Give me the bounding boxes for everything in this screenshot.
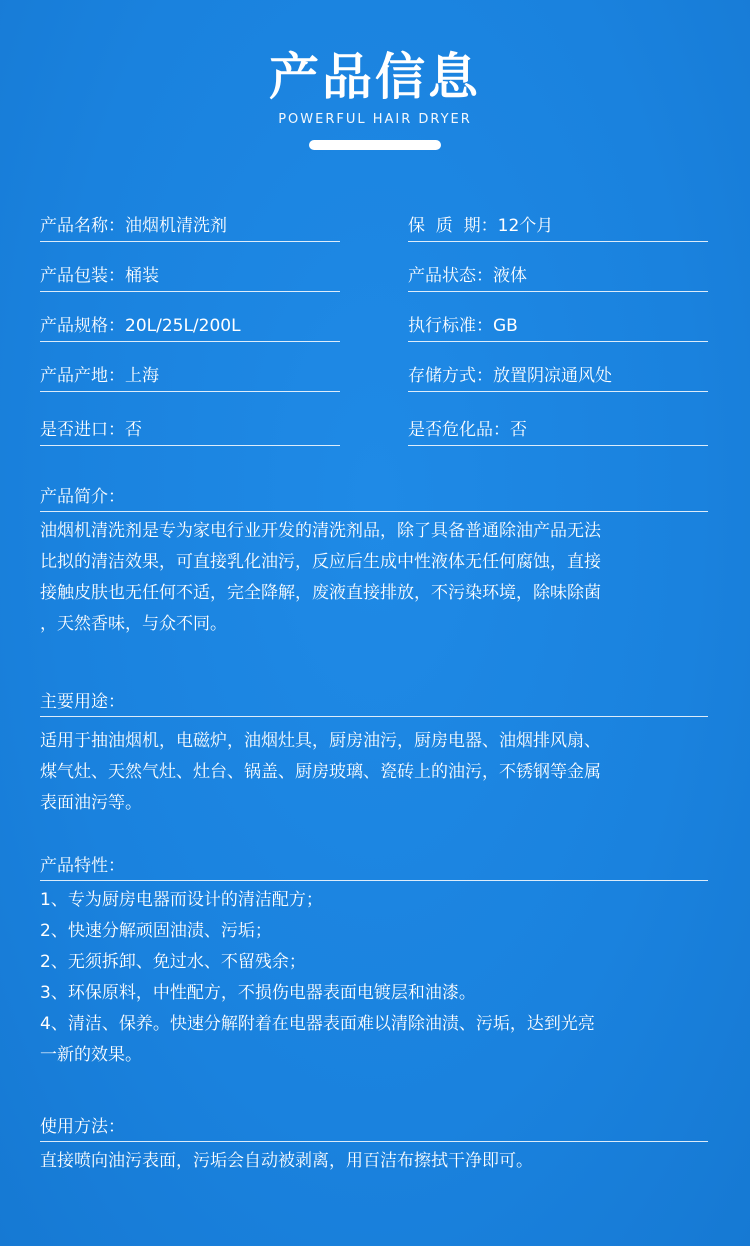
features-body bbox=[40, 885, 710, 1071]
spec-label: 保 质 期： bbox=[408, 216, 498, 236]
spec-value: 12个月 bbox=[497, 216, 554, 236]
spec-size bbox=[40, 311, 340, 342]
page-title: 产品信息 bbox=[269, 48, 481, 106]
usage-body bbox=[40, 726, 710, 819]
spec-standard bbox=[408, 311, 708, 342]
spec-hazardous bbox=[408, 415, 708, 446]
spec-imported bbox=[40, 415, 340, 446]
feature-line: 4、清洁、保养。快速分解附着在电器表面难以清除油渍、污垢，达到光亮 bbox=[40, 1014, 595, 1034]
spec-value: 桶装 bbox=[125, 266, 159, 286]
usage-line: 适用于抽油烟机，电磁炉，油烟灶具，厨房油污，厨房电器、油烟排风扇、 bbox=[40, 731, 601, 751]
spec-value: 上海 bbox=[125, 366, 159, 386]
intro-heading: 产品简介： bbox=[40, 483, 708, 512]
feature-line: 2、快速分解顽固油渍、污垢； bbox=[40, 921, 272, 941]
spec-storage bbox=[408, 361, 708, 392]
spec-label: 存储方式： bbox=[408, 366, 493, 386]
features-heading: 产品特性： bbox=[40, 852, 708, 881]
spec-value: 油烟机清洗剂 bbox=[125, 216, 227, 236]
spec-value: 否 bbox=[125, 420, 142, 440]
feature-line: 一新的效果。 bbox=[40, 1045, 142, 1065]
spec-value: GB bbox=[493, 316, 518, 336]
spec-label: 执行标准： bbox=[408, 316, 493, 336]
method-line: 直接喷向油污表面，污垢会自动被剥离，用百洁布擦拭干净即可。 bbox=[40, 1151, 533, 1171]
page-subtitle: POWERFUL HAIR DRYER bbox=[278, 112, 472, 127]
spec-label: 产品包装： bbox=[40, 266, 125, 286]
spec-label: 是否进口： bbox=[40, 420, 125, 440]
spec-state bbox=[408, 261, 708, 292]
method-heading: 使用方法： bbox=[40, 1113, 708, 1142]
intro-line: 油烟机清洗剂是专为家电行业开发的清洗剂品，除了具备普通除油产品无法 bbox=[40, 521, 601, 541]
spec-value: 20L/25L/200L bbox=[125, 316, 241, 336]
title-underline-bar bbox=[309, 140, 441, 150]
usage-line: 表面油污等。 bbox=[40, 793, 142, 813]
spec-label: 产品名称： bbox=[40, 216, 125, 236]
spec-label: 是否危化品： bbox=[408, 420, 510, 440]
spec-label: 产品产地： bbox=[40, 366, 125, 386]
spec-origin bbox=[40, 361, 340, 392]
intro-body bbox=[40, 516, 710, 640]
usage-line: 煤气灶、天然气灶、灶台、锅盖、厨房玻璃、瓷砖上的油污，不锈钢等金属 bbox=[40, 762, 601, 782]
usage-heading: 主要用途： bbox=[40, 688, 708, 717]
feature-line: 3、环保原料，中性配方，不损伤电器表面电镀层和油漆。 bbox=[40, 983, 476, 1003]
intro-line: 比拟的清洁效果，可直接乳化油污，反应后生成中性液体无任何腐蚀，直接 bbox=[40, 552, 601, 572]
spec-value: 液体 bbox=[493, 266, 527, 286]
feature-line: 2、无须拆卸、免过水、不留残余； bbox=[40, 952, 306, 972]
spec-value: 放置阴凉通风处 bbox=[493, 366, 612, 386]
feature-line: 1、专为厨房电器而设计的清洁配方； bbox=[40, 890, 323, 910]
spec-value: 否 bbox=[510, 420, 527, 440]
spec-product-name bbox=[40, 211, 340, 242]
method-body bbox=[40, 1146, 710, 1177]
spec-packaging bbox=[40, 261, 340, 292]
intro-line: ，天然香味，与众不同。 bbox=[40, 614, 227, 634]
spec-label: 产品规格： bbox=[40, 316, 125, 336]
spec-label: 产品状态： bbox=[408, 266, 493, 286]
intro-line: 接触皮肤也无任何不适，完全降解，废液直接排放，不污染环境，除味除菌 bbox=[40, 583, 601, 603]
spec-shelf-life bbox=[408, 211, 708, 242]
